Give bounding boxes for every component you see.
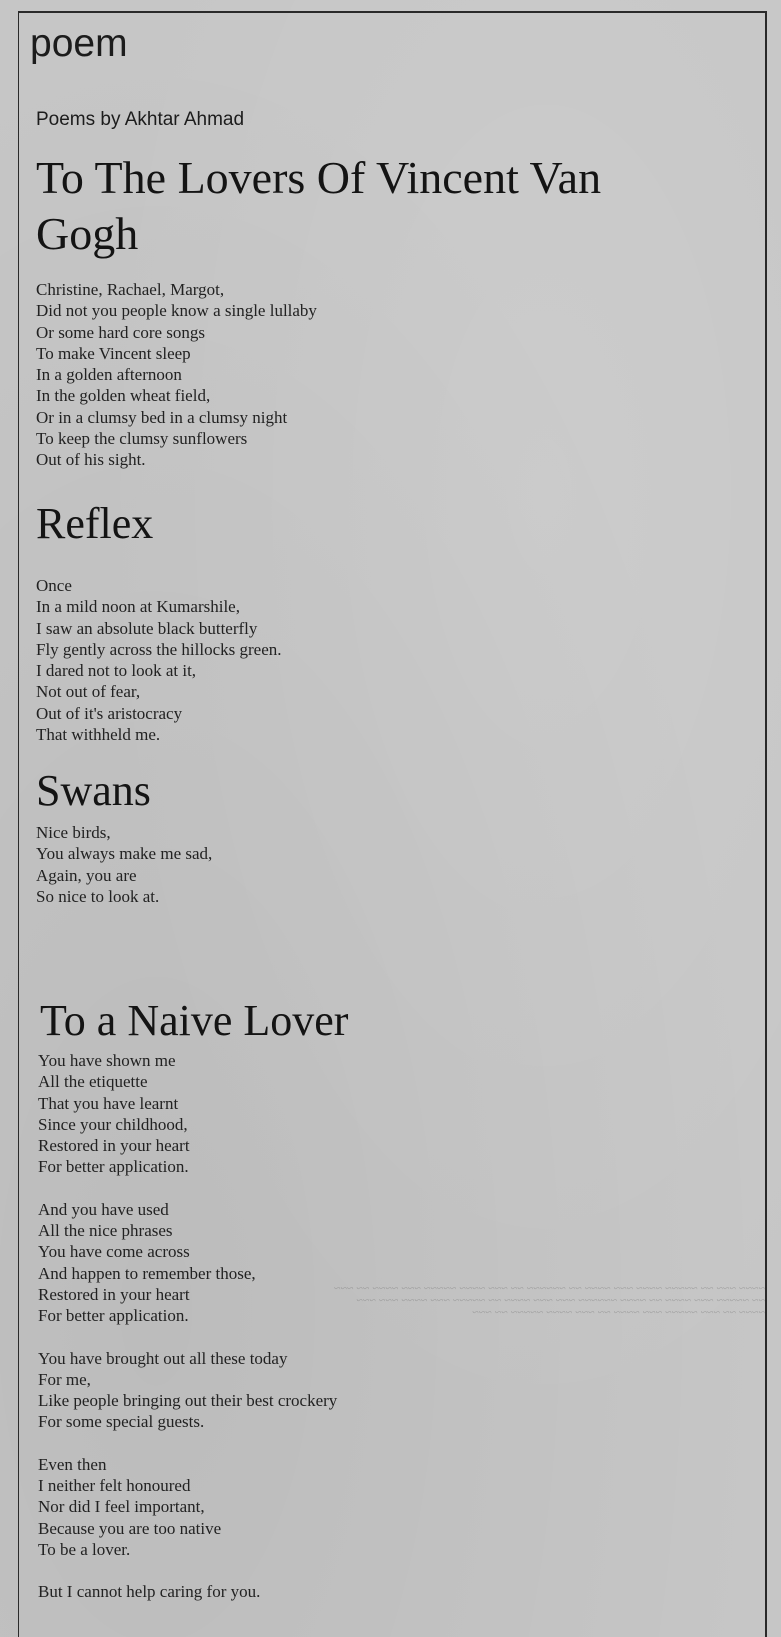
poem-line: To be a lover. bbox=[38, 1539, 131, 1559]
poem-line: Restored in your heart bbox=[38, 1136, 190, 1156]
poem-line: In a mild noon at Kumarshile, bbox=[36, 597, 240, 617]
poem-line: I saw an absolute black butterfly bbox=[36, 618, 258, 638]
poem-line: In a golden afternoon bbox=[36, 365, 182, 385]
poem-line: And you have used bbox=[38, 1199, 169, 1219]
poem-line: All the etiquette bbox=[38, 1072, 148, 1092]
poem-line: Nice birds, bbox=[36, 823, 111, 842]
show-through-text: ~~~~ ~~~ ~~ ~~~~~ ~~~~ ~~~ ~~~~ ~~ ~~~~~~ ~~ ~~~ ~~~~ ~~~~~ ~~~ ~~~~ ~~ ~~~ ~~ ~~~~~ ~~~ ~~~~ ~~ ~~~~ ~~~~~~ ~~~ ~~~ ~~~~ ~~ ~~~~~ ~~~ ~~~~ ~~~ ~~~ ~~~~ ~~ ~~~ ~~~~~ ~~~ ~~~~ ~~ ~~~ ~~~~ ~~~~~ ~~ ~~~ bbox=[333, 1282, 765, 1319]
poem-line: Once bbox=[36, 576, 72, 595]
poem-line: You always make me sad, bbox=[36, 844, 213, 864]
poem-line: You have shown me bbox=[38, 1051, 176, 1070]
stanza bbox=[38, 1348, 337, 1433]
poem-title bbox=[36, 150, 601, 262]
poem-title-line: To The Lovers Of Vincent Van bbox=[36, 152, 602, 203]
poem-line: For me, bbox=[38, 1369, 91, 1389]
poem-line: And happen to remember those, bbox=[38, 1263, 256, 1283]
poem-line: Nor did I feel important, bbox=[38, 1497, 205, 1517]
byline: Poems by Akhtar Ahmad bbox=[36, 109, 245, 130]
stanza bbox=[38, 1199, 337, 1327]
poem-title-line: Gogh bbox=[36, 208, 139, 259]
poem-line: Out of it's aristocracy bbox=[36, 703, 183, 723]
poem-line: Since your childhood, bbox=[38, 1114, 188, 1134]
poem-line: Or in a clumsy bed in a clumsy night bbox=[36, 407, 288, 427]
column-border-right bbox=[765, 11, 767, 1637]
poem-line: Like people bringing out their best crockery bbox=[38, 1391, 338, 1411]
column-border-top bbox=[18, 11, 766, 13]
poem-body bbox=[36, 575, 282, 745]
poem-line: Restored in your heart bbox=[38, 1284, 190, 1304]
poem-line: Did not you people know a single lullaby bbox=[36, 301, 317, 321]
poem-line: Or some hard core songs bbox=[36, 322, 206, 342]
poem-title-line: To a Naive Lover bbox=[40, 996, 349, 1045]
poem-line: You have come across bbox=[38, 1242, 190, 1262]
stanza bbox=[36, 822, 212, 907]
poem-title bbox=[36, 497, 153, 551]
stanza bbox=[36, 575, 282, 745]
poem-title-line: Swans bbox=[36, 766, 151, 815]
poem-title bbox=[40, 994, 348, 1048]
poem-line: All the nice phrases bbox=[38, 1221, 173, 1241]
poem-body bbox=[38, 1050, 337, 1603]
poem-line: To keep the clumsy sunflowers bbox=[36, 429, 248, 449]
poem-line: But I cannot help caring for you. bbox=[38, 1582, 261, 1602]
poem-line: Fly gently across the hillocks green. bbox=[36, 639, 282, 659]
poem-body bbox=[36, 279, 317, 471]
poem-line: Because you are too native bbox=[38, 1518, 222, 1538]
poem-line: So nice to look at. bbox=[36, 886, 160, 906]
section-label: poem bbox=[30, 22, 128, 65]
poem-line: I neither felt honoured bbox=[38, 1476, 191, 1496]
column-border-left bbox=[18, 11, 19, 1637]
poem-line: That withheld me. bbox=[36, 725, 161, 745]
poem-line: Again, you are bbox=[36, 865, 137, 885]
poem-line: Christine, Rachael, Margot, bbox=[36, 280, 225, 299]
poem-line: You have brought out all these today bbox=[38, 1348, 288, 1368]
poem-line: For some special guests. bbox=[38, 1412, 205, 1432]
poem-line: To make Vincent sleep bbox=[36, 343, 191, 363]
poem-line: Out of his sight. bbox=[36, 450, 146, 470]
poem-line: Even then bbox=[38, 1454, 107, 1474]
poem-line: I dared not to look at it, bbox=[36, 661, 197, 681]
stanza bbox=[38, 1581, 337, 1602]
poem-line: For better application. bbox=[38, 1306, 189, 1326]
poem-body bbox=[36, 822, 212, 907]
poem-title-line: Reflex bbox=[36, 499, 154, 548]
poem-line: Not out of fear, bbox=[36, 682, 141, 702]
poem-line: That you have learnt bbox=[38, 1093, 179, 1113]
stanza bbox=[38, 1454, 337, 1560]
poem-title bbox=[36, 764, 151, 818]
stanza bbox=[38, 1050, 337, 1178]
poem-line: In the golden wheat field, bbox=[36, 386, 211, 406]
poem-line: For better application. bbox=[38, 1157, 189, 1177]
stanza bbox=[36, 279, 317, 471]
